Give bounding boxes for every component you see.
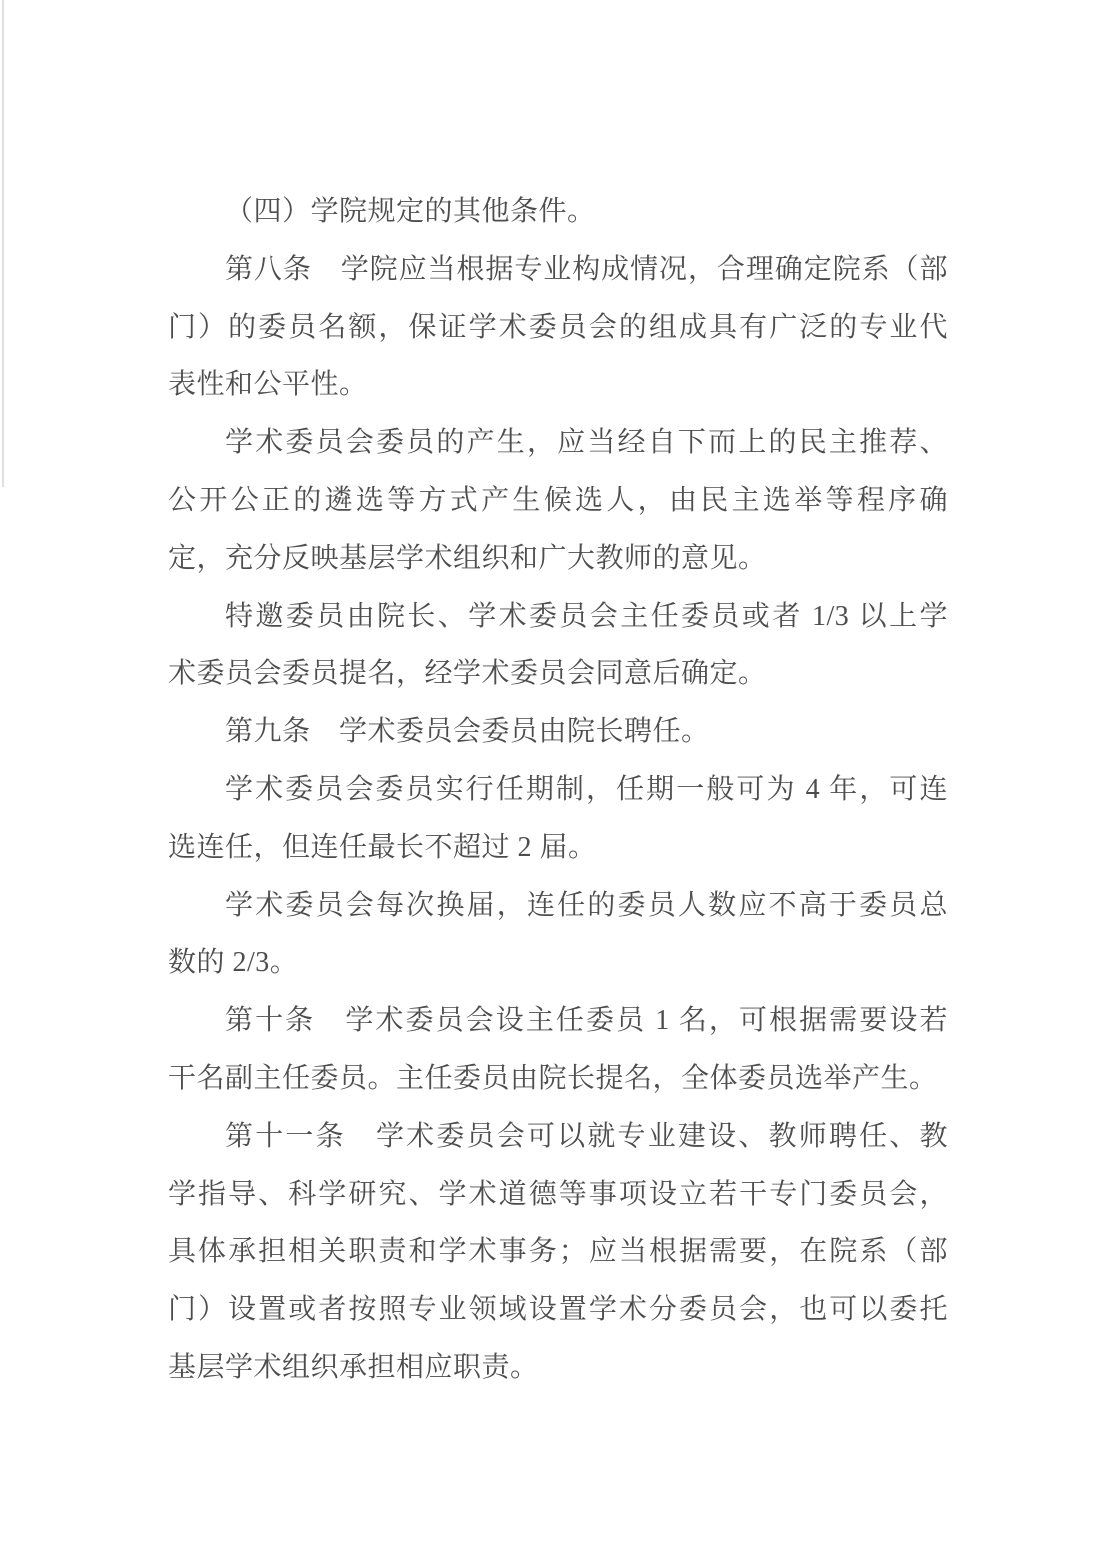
text-line: 学术委员会委员实行任期制，任期一般可为 4 年，可连 [225,773,948,805]
text-line: 选连任，但连任最长不超过 2 届。 [168,831,597,863]
text-line: 公开公正的遴选等方式产生候选人，由民主选举等程序确 [168,484,948,516]
text-line: 特邀委员由院长、学术委员会主任委员或者 1/3 以上学 [225,600,948,632]
text-line: 第八条 学院应当根据专业构成情况，合理确定院系（部 [225,253,948,285]
text-line: 第十一条 学术委员会可以就专业建设、教师聘任、教 [225,1120,948,1152]
text-line: 第九条 学术委员会委员由院长聘任。 [225,716,710,748]
text-line: 数的 2/3。 [168,947,299,979]
text-line: 干名副主任委员。主任委员由院长提名，全体委员选举产生。 [168,1062,938,1094]
text-line: 第十条 学术委员会设主任委员 1 名，可根据需要设若 [225,1005,948,1037]
text-line: 学术委员会每次换届，连任的委员人数应不高于委员总 [225,889,948,921]
text-line: （四）学院规定的其他条件。 [225,196,596,227]
text-line: 学指导、科学研究、学术道德等事项设立若干专门委员会， [168,1178,948,1210]
text-line: 门）设置或者按照专业领域设置学术分委员会，也可以委托 [168,1294,948,1326]
scan-edge-artifact [2,0,4,487]
text-line: 定，充分反映基层学术组织和广大教师的意见。 [168,542,767,574]
text-line: 术委员会委员提名，经学术委员会同意后确定。 [168,658,767,690]
text-block [168,183,948,1397]
text-line: 门）的委员名额，保证学术委员会的组成具有广泛的专业代 [168,311,948,343]
text-line: 学术委员会委员的产生，应当经自下而上的民主推荐、 [225,427,948,459]
text-line: 基层学术组织承担相应职责。 [168,1351,539,1383]
text-line: 具体承担相关职责和学术事务；应当根据需要，在院系（部 [168,1236,948,1268]
text-line: 表性和公平性。 [168,369,368,401]
